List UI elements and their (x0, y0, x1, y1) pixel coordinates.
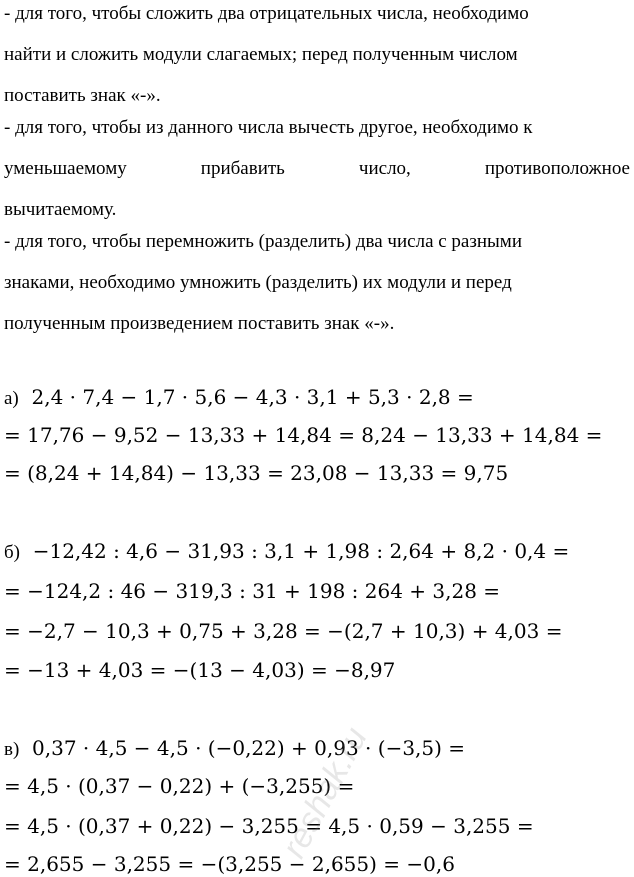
solution-b-line-4: = −13 + 4,03 = −(13 − 4,03) = −8,97 (4, 658, 396, 682)
solution-c-line-2: = 4,5 · (0,37 − 0,22) + (−3,255) = (4, 774, 355, 798)
rule-1-line-1: - для того, чтобы сложить два отрицательных числа, необходимо (4, 3, 529, 24)
solution-b-label: б) (4, 542, 20, 563)
rule-3-line-1: - для того, чтобы перемножить (разделить) два числа с разными (4, 231, 523, 252)
rule-3-line-3: полученным произведением поставить знак «-». (4, 313, 395, 334)
solution-b-expression: −12,42 : 4,6 − 31,93 : 3,1 + 1,98 : 2,64 + 8,2 · 0,4 = (32, 539, 570, 563)
svg-text:reshak.ru: reshak.ru (274, 721, 375, 865)
rule-1-line-2: найти и сложить модули слагаемых; перед полученным числом (4, 44, 518, 65)
solution-a-line-3: = (8,24 + 14,84) − 13,33 = 23,08 − 13,33 = 9,75 (4, 461, 509, 485)
solution-c-line-1 (4, 737, 465, 761)
rule-2-line-3: вычитаемому. (4, 199, 117, 220)
solution-b-line-2: = −124,2 : 46 − 319,3 : 31 + 198 : 264 + 3,28 = (4, 579, 501, 603)
solution-c-expression: 0,37 · 4,5 − 4,5 · (−0,22) + 0,93 · (−3,5) = (32, 736, 466, 760)
solution-b-line-1 (4, 540, 569, 564)
solution-c-line-3: = 4,5 · (0,37 + 0,22) − 3,255 = 4,5 · 0,59 − 3,255 = (4, 814, 534, 838)
rule-1-line-3: поставить знак «-». (4, 85, 161, 106)
solution-b-line-3: = −2,7 − 10,3 + 0,75 + 3,28 = −(2,7 + 10,3) + 4,03 = (4, 619, 563, 643)
rule-2-line-2: уменьшаемому прибавить число, противоположное (4, 158, 630, 179)
rule-3-line-2: знаками, необходимо умножить (разделить) их модули и перед (4, 272, 512, 293)
solution-c-line-4: = 2,655 − 3,255 = −(3,255 − 2,655) = −0,6 (4, 852, 455, 876)
solution-a-expression: 2,4 · 7,4 − 1,7 · 5,6 − 4,3 · 3,1 + 5,3 · 2,8 = (31, 385, 474, 409)
solution-a-label: а) (4, 388, 19, 409)
solution-c-label: в) (4, 739, 20, 760)
rule-2-line-1: - для того, чтобы из данного числа вычесть другое, необходимо к (4, 117, 533, 138)
solution-a-line-2: = 17,76 − 9,52 − 13,33 + 14,84 = 8,24 − 13,33 + 14,84 = (4, 423, 603, 447)
solution-a-line-1 (4, 386, 474, 410)
